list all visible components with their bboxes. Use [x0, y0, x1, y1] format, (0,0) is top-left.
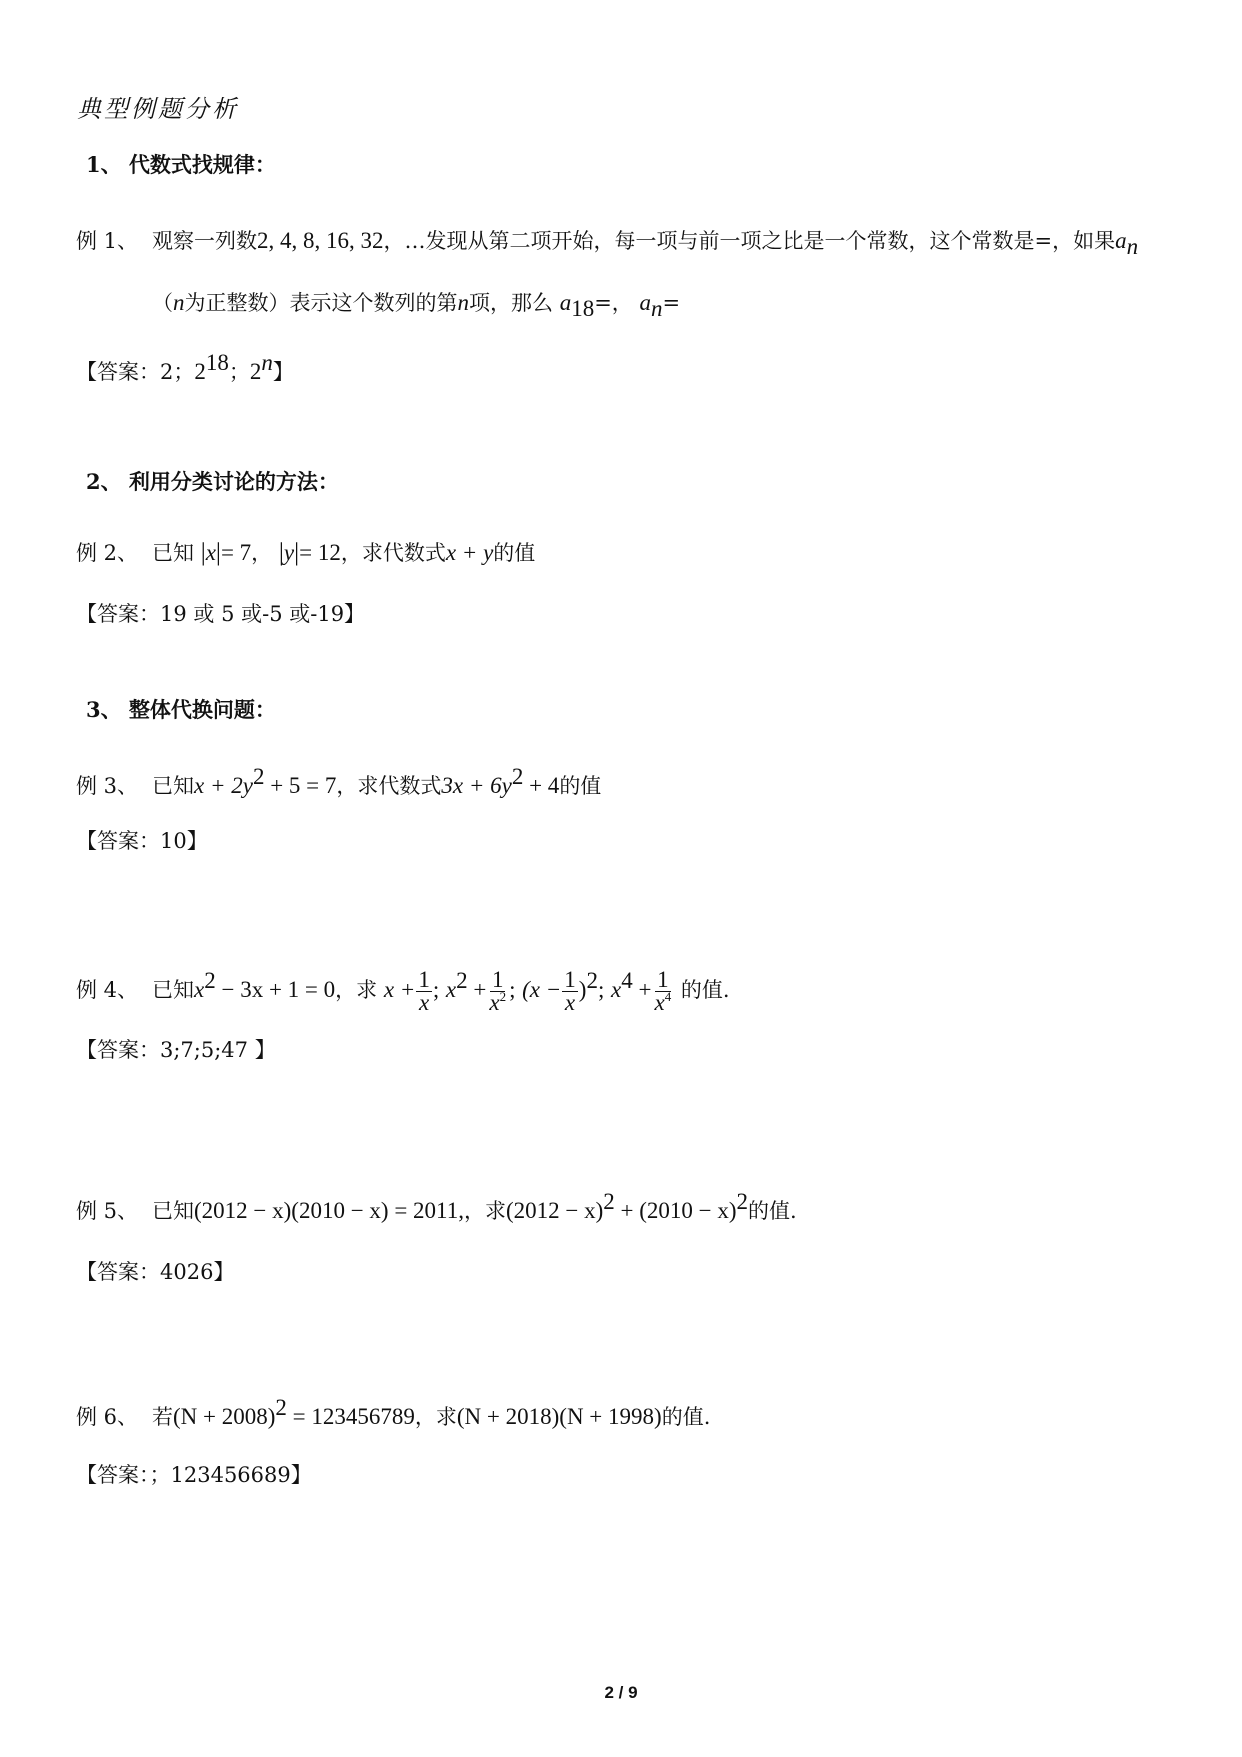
answer-3: 【答案：10】 [76, 829, 208, 853]
example-text: ， [251, 541, 273, 565]
math-var: a [639, 290, 651, 315]
math-exp: 2 [603, 1189, 615, 1214]
example-text: 已知 [152, 978, 194, 1002]
math-sub: 18 [571, 296, 595, 321]
fraction-denominator: x [564, 990, 576, 1015]
example-2 [76, 538, 535, 568]
example-text: 已知 [152, 774, 194, 798]
math-var: x [489, 990, 500, 1015]
math-var: x [654, 990, 665, 1015]
example-text: ，求代数式 [336, 774, 442, 798]
answer-text: ； [228, 360, 250, 384]
math-exp: 2 [511, 764, 524, 789]
section-1-title: 1、 代数式找规律： [86, 152, 276, 177]
heading: 典型例题分析 [77, 95, 239, 123]
example-text: 的值. [748, 1199, 797, 1223]
example-label: 例 6、 [76, 1405, 139, 1429]
example-text: 已知 [152, 541, 194, 565]
fraction-numerator: 1 [491, 967, 504, 992]
math-expr: x + [383, 977, 416, 1002]
math-expr: − 3x + 1 = 0 [215, 977, 336, 1002]
example-1-line-2 [152, 288, 681, 321]
math-exp: 4 [664, 989, 672, 1004]
example-text: 已知 [152, 1199, 194, 1223]
math-var: n [457, 290, 469, 315]
math-exp: 2 [736, 1189, 749, 1214]
example-text: 的值 [559, 774, 602, 798]
answer-5: 【答案：4026】 [76, 1260, 235, 1284]
math-var: x [611, 977, 622, 1002]
example-text: ，求代数式 [340, 541, 446, 565]
math-var: a [1115, 228, 1127, 253]
math-expr: x + y [445, 540, 494, 565]
example-text: 的值 [493, 541, 536, 565]
math-exp: 2 [204, 968, 216, 993]
answer-1 [76, 350, 294, 387]
math-exp: 2 [252, 764, 265, 789]
math-expr: + 5 = 7 [264, 773, 337, 798]
math-op: + [467, 977, 487, 1002]
math-expr: + 4 [523, 773, 560, 798]
math-expr: (2012 − x) [505, 1198, 604, 1223]
section-3-title: 3、 整体代换问题： [86, 697, 276, 722]
math-exp: n [261, 350, 273, 375]
fraction [652, 969, 673, 1014]
math-sep: ; [509, 977, 516, 1002]
example-4 [76, 966, 730, 1014]
math-expr: (x − [522, 977, 562, 1002]
fraction-numerator: 1 [418, 967, 430, 992]
example-label: 例 5、 [76, 1199, 139, 1223]
example-text: 的值. [661, 1405, 711, 1429]
math-exp: 18 [205, 350, 229, 375]
example-1-line-1 [76, 226, 1139, 259]
example-text: （ [152, 291, 173, 315]
example-label: 例 3、 [76, 774, 139, 798]
math-var: x [445, 977, 457, 1002]
math-exp: 2 [456, 968, 468, 993]
answer-text: 【答案：2； [76, 360, 195, 384]
example-text: ，求 [414, 1405, 457, 1429]
sequence: 2, 4, 8, 16, 32 [257, 228, 384, 253]
section-2-title: 2、 利用分类讨论的方法： [86, 469, 339, 494]
fraction-numerator: 1 [657, 967, 669, 992]
abs-bar: | [200, 539, 206, 566]
math-exp: 2 [499, 989, 507, 1004]
fraction-denominator [652, 989, 673, 1015]
abs-bar: | [215, 539, 221, 566]
fraction [416, 969, 432, 1014]
math-expr: ) [578, 977, 587, 1002]
math-expr: = 123456789 [286, 1404, 415, 1429]
math-sep: ; [432, 977, 440, 1002]
math-sub: n [1126, 234, 1139, 259]
math-var: n [173, 290, 185, 315]
math-exp: 4 [621, 968, 633, 993]
math-expr: (N + 2008) [173, 1404, 276, 1429]
math-var: x [205, 540, 216, 565]
fraction-denominator [487, 989, 508, 1015]
math-expr: (N + 2018)(N + 1998) [456, 1404, 662, 1429]
example-text: ，求 [463, 1199, 506, 1223]
math-expr: 3x + 6y [441, 773, 512, 798]
example-text: 的值. [680, 978, 730, 1002]
example-6 [76, 1395, 711, 1432]
example-5 [76, 1189, 797, 1226]
page-number: 2 / 9 [604, 1683, 638, 1702]
math-expr: = 12 [299, 540, 341, 565]
example-text: 为正整数）表示这个数列的第 [184, 291, 458, 315]
example-text: =， [594, 291, 633, 315]
example-text: = [662, 291, 681, 315]
math-var: a [559, 290, 572, 315]
math-expr: (2012 − x)(2010 − x) = 2011, [194, 1198, 464, 1223]
example-label: 例 4、 [76, 978, 139, 1002]
fraction-numerator: 1 [564, 967, 576, 992]
math-expr: x + 2y [194, 773, 253, 798]
math-expr: = 7 [220, 540, 252, 565]
example-text: 若 [152, 1405, 173, 1429]
example-label: 例 2、 [76, 541, 139, 565]
math-var: y [283, 540, 295, 565]
math-sep: ; [597, 977, 605, 1002]
math-base: 2 [249, 359, 262, 384]
answer-2: 【答案：19 或 5 或-5 或-19】 [76, 602, 366, 626]
math-op: + [632, 977, 652, 1002]
answer-text: 】 [272, 360, 294, 384]
math-exp: 2 [586, 968, 598, 993]
example-text: 项，那么 [469, 291, 553, 315]
fraction [562, 969, 578, 1014]
answer-4: 【答案：3;7;5;47 】 [76, 1038, 276, 1062]
example-text: ，…发现从第二项开始，每一项与前一项之比是一个常数，这个常数是=，如果 [383, 229, 1116, 253]
math-exp: 2 [275, 1395, 287, 1420]
math-base: 2 [194, 359, 206, 384]
math-expr: + (2010 − x) [614, 1198, 737, 1223]
fraction-denominator: x [418, 990, 430, 1015]
example-3 [76, 764, 602, 801]
example-label: 例 1、 [76, 229, 139, 253]
fraction [487, 969, 508, 1014]
math-sub: n [650, 296, 663, 321]
math-var: x [194, 977, 205, 1002]
example-text: 观察一列数 [152, 229, 257, 253]
answer-6: 【答案：；123456689】 [76, 1463, 312, 1487]
abs-bar: | [294, 539, 300, 566]
example-text: ，求 [335, 978, 378, 1002]
abs-bar: | [278, 539, 284, 566]
